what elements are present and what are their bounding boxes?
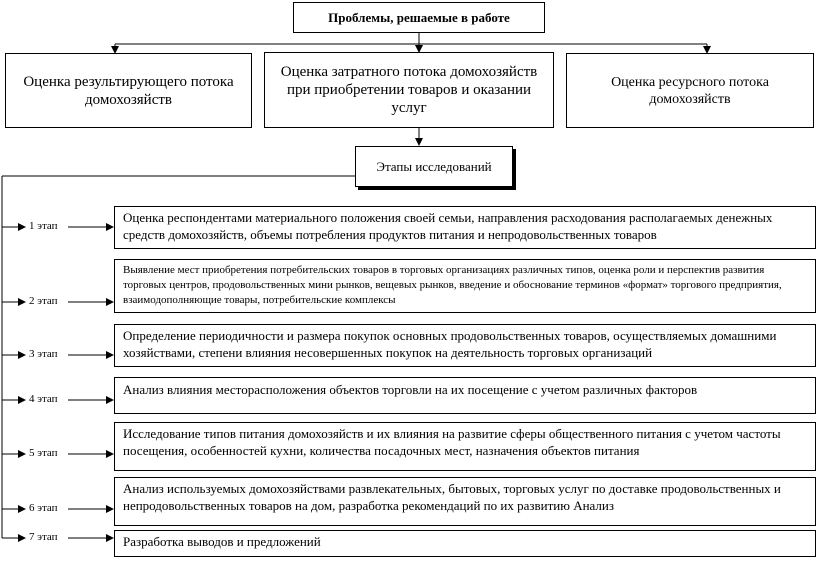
- category-resulting-flow: Оценка результирующего потока домохозяйств: [5, 53, 252, 128]
- stages-title: Этапы исследований: [355, 146, 513, 187]
- category-resource-flow: Оценка ресурсного потока домохозяйств: [566, 53, 814, 128]
- stage-box-4: Анализ влияния месторасположения объектов торговли на их посещение с учетом различных факторов: [114, 377, 816, 414]
- stage-label-4: 4 этап: [29, 393, 58, 405]
- stage-label-3: 3 этап: [29, 348, 58, 360]
- problems-title: Проблемы, решаемые в работе: [293, 2, 545, 33]
- stage-box-1: Оценка респондентами материального положения своей семьи, направления расходования располагаемых денежных средств домохозяйств, объемы потребления продуктов питания и непродовольственных товаров: [114, 206, 816, 249]
- category-cost-flow: Оценка затратного потока домохозяйств при приобретении товаров и оказании услуг: [264, 52, 554, 128]
- stage-label-5: 5 этап: [29, 447, 58, 459]
- stage-box-3: Определение периодичности и размера покупок основных продовольственных товаров, осуществляемых домашними хозяйствами, степени влияния несовершенных покупок на деятельность торговых организаций: [114, 324, 816, 367]
- stage-box-6: Анализ используемых домохозяйствами развлекательных, бытовых, торговых услуг по доставке продовольственных и непродовольственных товаров на дом, разработка рекомендаций по их развитию Анализ: [114, 477, 816, 526]
- stage-box-7: Разработка выводов и предложений: [114, 530, 816, 557]
- stage-label-6: 6 этап: [29, 502, 58, 514]
- stage-box-2: Выявление мест приобретения потребительских товаров в торговых организациях различных типов, оценка роли и перспектив развития торговых центров, продовольственных мини рынков, вещевых рынков, введение и обоснование терминов «формат» торгового предприятия, взаимодополняющие товары, потребительские комплексы: [114, 259, 816, 313]
- stage-arrows: [2, 227, 113, 538]
- stage-box-5: Исследование типов питания домохозяйств и их влияния на развитие сферы общественного питания с учетом частоты посещения, особенностей кухни, количества посадочных мест, назначения объектов питания: [114, 422, 816, 471]
- stage-label-1: 1 этап: [29, 220, 58, 232]
- stage-label-7: 7 этап: [29, 531, 58, 543]
- stage-label-2: 2 этап: [29, 295, 58, 307]
